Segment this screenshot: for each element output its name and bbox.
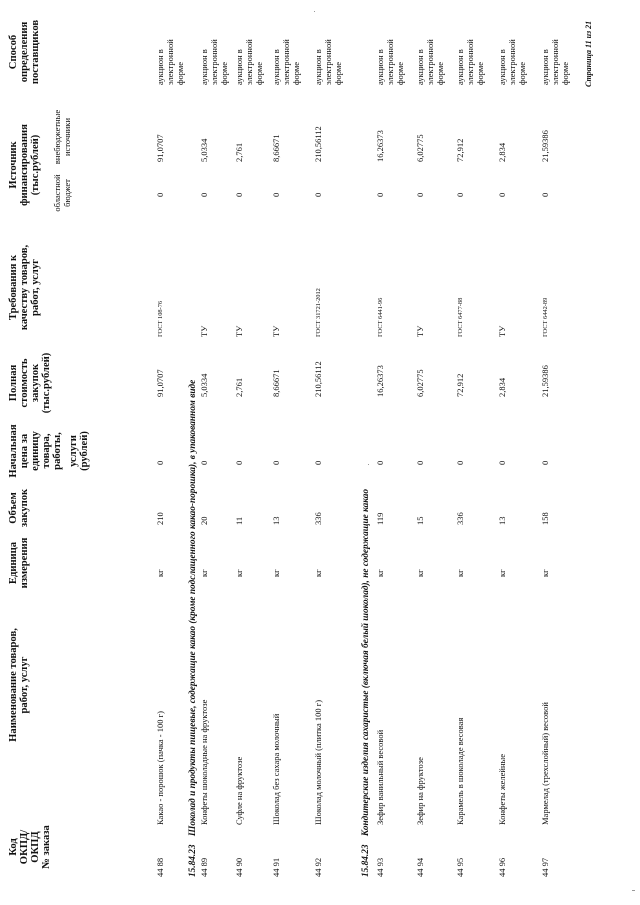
table-row [540, 0, 570, 905]
row-method-line: электронной [165, 39, 175, 85]
header-funding-line: (тыс.рублей) [30, 134, 41, 196]
row-price: 0 [199, 460, 209, 465]
header-code [8, 817, 52, 877]
header-requirements-line: Требования к [8, 254, 19, 321]
row-method-line: форме [435, 61, 445, 85]
row-unit: кг [313, 569, 323, 577]
section-code: 15.84.23 [188, 844, 198, 877]
row-volume: 119 [375, 512, 385, 525]
row-total: 16,26373 [375, 365, 385, 397]
header-funding-regional [52, 169, 72, 217]
header-funding [8, 110, 41, 220]
row-method-line: электронной [425, 39, 435, 85]
row-funding-extra: 8,66671 [271, 134, 281, 162]
row-volume: 336 [455, 512, 465, 525]
row-method-line: аукцион в [199, 49, 209, 85]
row-name: Зефир на фруктозе [415, 757, 425, 825]
row-method-line: аукцион в [313, 49, 323, 85]
header-price-line: работы, [52, 432, 63, 470]
row-code: 44 97 [540, 857, 550, 877]
row-method [271, 39, 301, 85]
row-method-line: электронной [385, 39, 395, 85]
row-method-line: электронной [323, 39, 333, 85]
row-code: 44 96 [497, 857, 507, 877]
row-volume: 15 [415, 516, 425, 525]
row-price: 0 [540, 460, 550, 465]
row-method-line: форме [254, 61, 264, 85]
page-number: Страница 11 из 21 [584, 20, 593, 87]
row-unit: кг [415, 569, 425, 577]
row-funding-extra: 5,0334 [199, 138, 209, 162]
header-total-line: Полная [8, 364, 19, 402]
row-method-line: электронной [281, 39, 291, 85]
row-requirements: ТУ [497, 325, 507, 337]
header-price-line: Начальная [8, 424, 19, 478]
row-method-line: форме [560, 61, 570, 85]
row-requirements: ГОСТ 108-76 [157, 300, 164, 337]
row-volume: 158 [540, 512, 550, 525]
row-total: 2,834 [497, 377, 507, 397]
row-funding-extra: 6,02775 [415, 134, 425, 162]
header-funding-regional-line: областной [52, 174, 62, 212]
row-method-line: форме [219, 61, 229, 85]
row-requirements: ГОСТ 31721-2012 [315, 288, 322, 337]
row-funding-extra: 16,26373 [375, 130, 385, 162]
header-total-line: стоимость [19, 358, 30, 408]
header-funding-regional-line: бюджет [62, 179, 72, 207]
row-price: 0 [415, 460, 425, 465]
row-funding-regional: 0 [415, 192, 425, 197]
header-funding-line: Источник [8, 141, 19, 189]
row-name: Карамель в шоколаде весовая [455, 717, 465, 825]
row-method-line: форме [475, 61, 485, 85]
row-total: 210,56112 [313, 361, 323, 397]
row-volume: 13 [271, 516, 281, 525]
row-name: Конфеты шоколадные на фруктозе [199, 699, 209, 825]
header-requirements-line: работ, услуг [30, 259, 41, 316]
row-method-line: форме [517, 61, 527, 85]
row-method-line: форме [175, 61, 185, 85]
row-requirements: ТУ [271, 325, 281, 337]
row-unit: кг [540, 569, 550, 577]
row-total: 21,59386 [540, 365, 550, 397]
header-total-line: закупок [30, 363, 41, 403]
row-code: 44 88 [155, 857, 165, 877]
row-name: Зефир ванильный весовой [375, 729, 385, 825]
row-requirements: ГОСТ 6477-88 [457, 297, 464, 337]
row-price: 0 [375, 460, 385, 465]
section-code: 15.84.23 [361, 844, 371, 877]
row-total: 8,66671 [271, 369, 281, 397]
header-price-line: товара, [41, 433, 52, 469]
row-method-line: аукцион в [540, 49, 550, 85]
table-row [455, 0, 485, 905]
row-name: Конфеты желейные [497, 753, 507, 825]
row-price: 0 [497, 460, 507, 465]
row-funding-extra: 72,912 [455, 138, 465, 162]
row-requirements: ГОСТ 6441-96 [377, 297, 384, 337]
row-funding-extra: 2,834 [497, 142, 507, 162]
row-total: 5,0334 [199, 373, 209, 397]
row-name: Шоколад молочный (плитка 100 г) [313, 699, 323, 825]
row-volume: 13 [497, 516, 507, 525]
row-method-line: электронной [550, 39, 560, 85]
row-unit: кг [271, 569, 281, 577]
row-method-line: аукцион в [497, 49, 507, 85]
section-title [188, 380, 198, 877]
row-method [497, 39, 527, 85]
row-name: Шоколад без сахара молочный [271, 713, 281, 825]
row-method [540, 39, 570, 85]
table-row [199, 0, 229, 905]
table-row [497, 0, 527, 905]
table-row [415, 0, 445, 905]
row-code: 44 90 [234, 857, 244, 877]
row-funding-regional: 0 [497, 192, 507, 197]
row-unit: кг [455, 569, 465, 577]
row-funding-regional: 0 [313, 192, 323, 197]
row-method-line: электронной [209, 39, 219, 85]
row-funding-regional: 0 [375, 192, 385, 197]
row-method-line: аукцион в [155, 49, 165, 85]
table-row [375, 0, 405, 905]
header-price [8, 421, 90, 481]
row-funding-regional: 0 [271, 192, 281, 197]
row-total: 72,912 [455, 373, 465, 397]
row-price: 0 [313, 460, 323, 465]
header-code-line: Код [8, 838, 19, 856]
header-volume-line: закупок [19, 488, 30, 528]
row-method [415, 39, 445, 85]
header-method-line: определения [19, 21, 30, 83]
table-row [155, 0, 185, 905]
row-code: 44 95 [455, 857, 465, 877]
row-method-line: форме [291, 61, 301, 85]
row-unit: кг [199, 569, 209, 577]
row-name: Какао - порошок (пачка - 100 г) [155, 711, 165, 825]
row-funding-extra: 210,56112 [313, 126, 323, 162]
row-volume: 11 [234, 516, 244, 525]
header-method-line: поставщиков [30, 19, 41, 85]
header-method-line: Способ [8, 34, 19, 70]
header-funding-extra-line: источники [62, 118, 72, 157]
row-method [313, 39, 343, 85]
row-price: 0 [155, 460, 165, 465]
row-name: Мармелад (трехслойный) весовой [540, 702, 550, 825]
header-funding-extra-line: внебюджетные [52, 109, 62, 165]
row-volume: 20 [199, 516, 209, 525]
row-method [155, 39, 185, 85]
header-code-line: ОКПД [30, 831, 41, 863]
row-funding-extra: 2,761 [234, 142, 244, 162]
row-code: 44 91 [271, 857, 281, 877]
row-method-line: электронной [507, 39, 517, 85]
row-unit: кг [155, 569, 165, 577]
row-total: 91,0707 [155, 369, 165, 397]
section-text: Шоколад и продукты пищевые, содержащие какао (кроме подслащенного какао-порошка), в упакованном виде [188, 379, 198, 837]
header-code-line: № заказа [41, 825, 52, 869]
row-funding-regional: 0 [155, 192, 165, 197]
row-method-line: форме [333, 61, 343, 85]
row-code: 44 89 [199, 857, 209, 877]
row-unit: кг [375, 569, 385, 577]
header-volume-line: Объем [8, 492, 19, 524]
row-unit: кг [497, 569, 507, 577]
scan-speck [368, 464, 369, 465]
row-method-line: электронной [244, 39, 254, 85]
row-method [199, 39, 229, 85]
header-name [8, 605, 30, 765]
header-funding-line: финансирования [19, 124, 30, 206]
header-price-line: (рублей) [79, 431, 90, 471]
header-price-line: услуги [68, 435, 79, 467]
header-code-line: ОКПД/ [19, 829, 30, 865]
header-total [8, 349, 52, 417]
row-funding-extra: 21,59386 [540, 130, 550, 162]
row-method-line: аукцион в [234, 49, 244, 85]
row-volume: 210 [155, 512, 165, 525]
row-method-line: аукцион в [375, 49, 385, 85]
header-price-line: цена за [19, 433, 30, 469]
row-code: 44 94 [415, 857, 425, 877]
row-total: 2,761 [234, 377, 244, 397]
row-name: Суфле на фруктозе [234, 756, 244, 825]
row-code: 44 92 [313, 857, 323, 877]
row-price: 0 [271, 460, 281, 465]
row-code: 44 93 [375, 857, 385, 877]
header-method [8, 4, 41, 100]
row-method [234, 39, 264, 85]
row-method-line: аукцион в [455, 49, 465, 85]
header-volume [8, 483, 30, 533]
row-method-line: форме [395, 61, 405, 85]
section-title [361, 489, 371, 877]
row-requirements: ТУ [234, 325, 244, 337]
row-funding-extra: 91,0707 [155, 134, 165, 162]
row-unit: кг [234, 569, 244, 577]
row-funding-regional: 0 [199, 192, 209, 197]
table-row [271, 0, 301, 905]
row-method-line: электронной [465, 39, 475, 85]
header-requirements [8, 225, 41, 350]
row-requirements: ТУ [199, 325, 209, 337]
row-funding-regional: 0 [234, 192, 244, 197]
row-requirements: ГОСТ 6442-89 [542, 297, 549, 337]
row-method [375, 39, 405, 85]
row-funding-regional: 0 [455, 192, 465, 197]
header-price-line: единицу [30, 431, 41, 471]
header-total-line: (тыс.рублей) [41, 352, 52, 414]
table-row [234, 0, 264, 905]
header-funding-extra [52, 106, 72, 168]
row-method-line: аукцион в [415, 49, 425, 85]
table-row [313, 0, 343, 905]
section-text: Кондитерские изделия сахаристые (включая белый шоколад), не содержащие какао [361, 488, 371, 837]
header-name-line: работ, услуг [19, 656, 30, 714]
row-volume: 336 [313, 512, 323, 525]
header-name-line: Наименование товаров, [8, 628, 19, 742]
scan-speck [314, 11, 315, 12]
row-funding-regional: 0 [540, 192, 550, 197]
row-requirements: ТУ [415, 325, 425, 337]
row-price: 0 [455, 460, 465, 465]
row-method [455, 39, 485, 85]
row-method-line: аукцион в [271, 49, 281, 85]
header-unit-line: Единица [8, 541, 19, 585]
header-unit-line: измерения [19, 537, 30, 589]
row-total: 6,02775 [415, 369, 425, 397]
header-requirements-line: качеству товаров, [19, 244, 30, 331]
row-price: 0 [234, 460, 244, 465]
scan-speck [632, 890, 635, 891]
header-unit [8, 533, 30, 593]
